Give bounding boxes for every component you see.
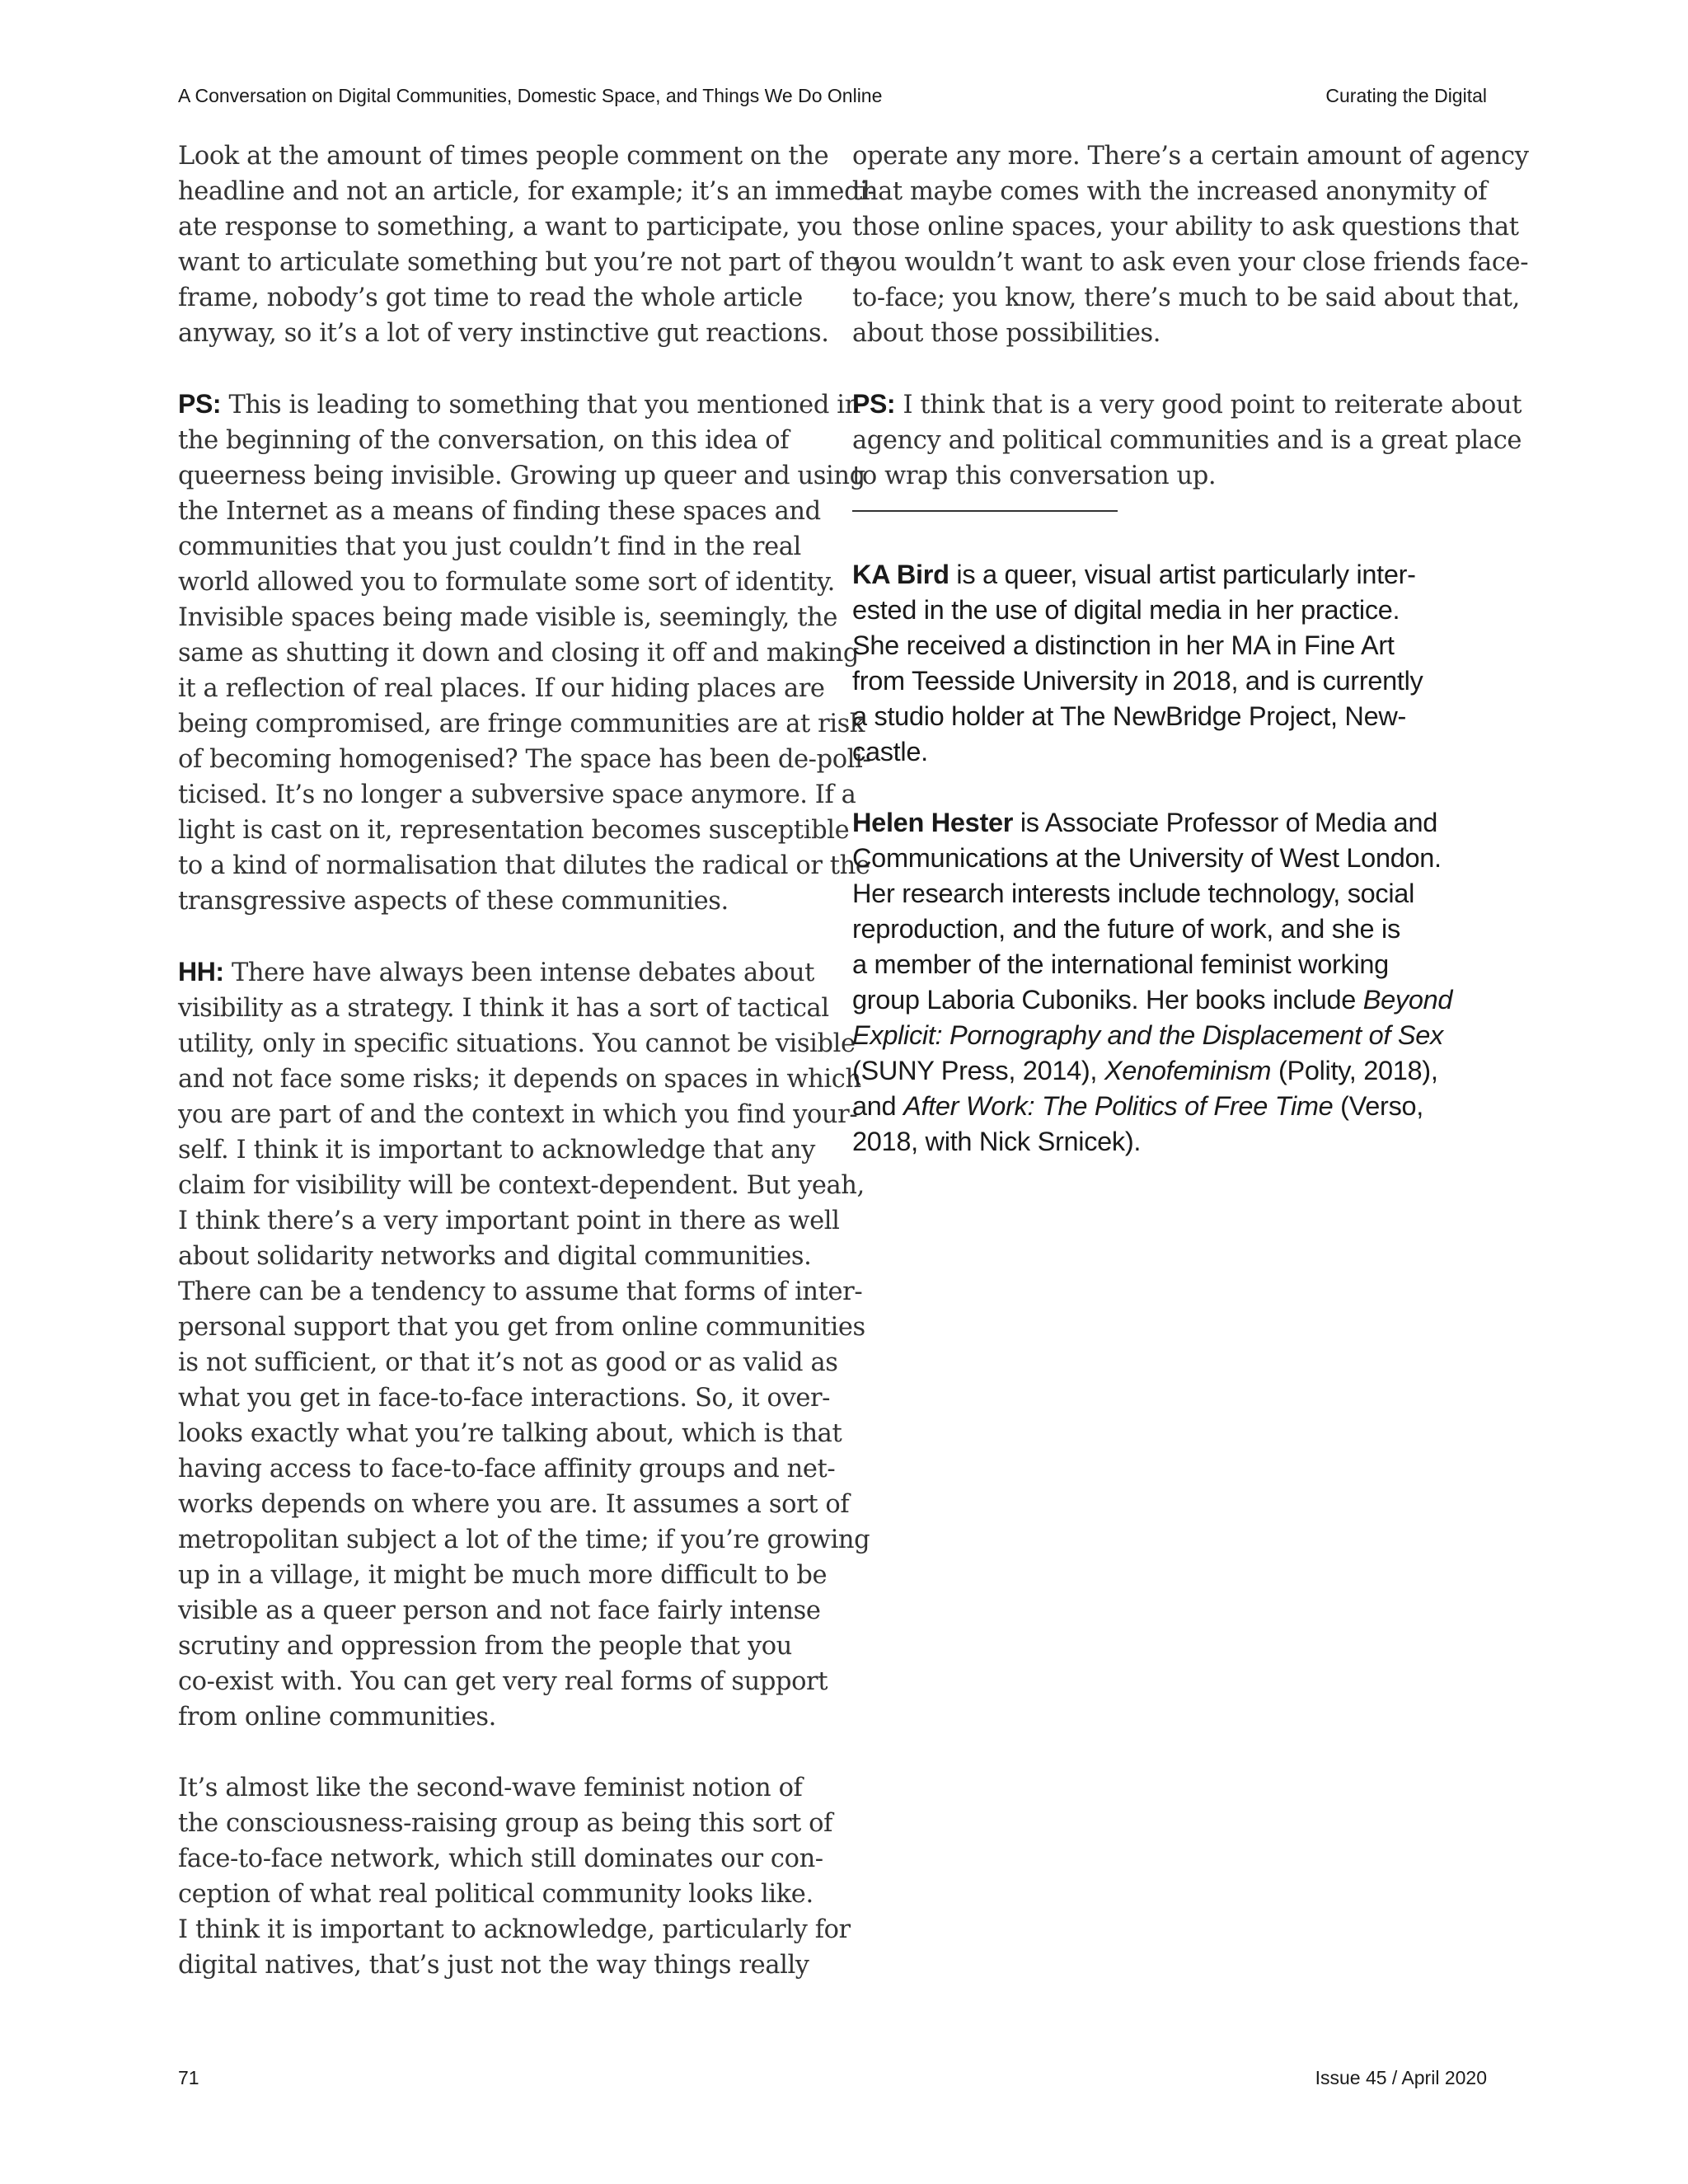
text-run: (SUNY Press, 2014), — [852, 1056, 1104, 1085]
text-line: transgressive aspects of these communities. — [178, 887, 729, 916]
text-line: of becoming homogenised? The space has been de-poli- — [178, 745, 871, 774]
text-line: It’s almost like the second-wave feminist notion of — [178, 1774, 803, 1802]
text-line: a member of the international feminist working — [852, 949, 1389, 979]
text-line: frame, nobody’s got time to read the whole article — [178, 284, 803, 312]
text-line: I think it is important to acknowledge, particularly for — [178, 1915, 851, 1944]
issue-label: Issue 45 / April 2020 — [1315, 2067, 1487, 2088]
text-line: want to articulate something but you’re not part of the — [178, 248, 860, 277]
text-run: There have always been intense debates about — [223, 958, 814, 987]
header-title: A Conversation on Digital Communities, Domestic Space, and Things We Do Online — [178, 85, 883, 106]
text-line — [852, 1053, 1503, 1089]
paragraph-hh-answer — [178, 954, 870, 1735]
text-line: about solidarity networks and digital communities. — [178, 1242, 812, 1271]
text-line: ested in the use of digital media in her practice. — [852, 595, 1400, 625]
text-line: to-face; you know, there’s much to be said about that, — [852, 284, 1520, 312]
text-line: what you get in face-to-face interactions. So, it over- — [178, 1384, 831, 1413]
text-line: claim for visibility will be context-dependent. But yeah, — [178, 1171, 865, 1200]
text-run: This is leading to something that you mentioned in — [221, 391, 860, 419]
text-line: Invisible spaces being made visible is, seemingly, the — [178, 603, 837, 632]
text-line: visibility as a strategy. I think it has a sort of tactical — [178, 994, 829, 1023]
right-column — [852, 138, 1529, 1195]
text-line: metropolitan subject a lot of the time; if you’re growing — [178, 1526, 870, 1554]
speaker-label: HH: — [178, 957, 224, 987]
running-footer — [178, 2067, 1487, 2089]
text-line — [852, 387, 1522, 423]
text-line: having access to face-to-face affinity groups and net- — [178, 1455, 836, 1483]
text-line: up in a village, it might be much more difficult to be — [178, 1561, 828, 1590]
text-line: to wrap this conversation up. — [852, 462, 1217, 490]
text-line: the Internet as a means of finding these spaces and — [178, 497, 821, 526]
text-line: co-exist with. You can get very real forms of support — [178, 1667, 828, 1696]
book-title: Beyond — [1362, 985, 1453, 1015]
text-line: world allowed you to formulate some sort of identity. — [178, 568, 835, 597]
text-line: operate any more. There’s a certain amount of agency — [852, 142, 1529, 171]
running-header — [178, 85, 1487, 107]
text-line: face-to-face network, which still dominates our con- — [178, 1844, 823, 1873]
text-line: agency and political communities and is a great place — [852, 426, 1522, 455]
text-line: looks exactly what you’re talking about, which is that — [178, 1419, 842, 1448]
text-line: and not face some risks; it depends on spaces in which — [178, 1065, 861, 1094]
text-line: I think there’s a very important point in there as well — [178, 1207, 840, 1235]
text-run: I think that is a very good point to reiterate about — [895, 391, 1522, 419]
text-line: the beginning of the conversation, on this idea of — [178, 426, 790, 455]
paragraph-intro — [178, 138, 876, 351]
text-run: (Verso, — [1333, 1091, 1424, 1121]
paragraph-ps-closing — [852, 387, 1522, 494]
text-line: a studio holder at The NewBridge Project, New- — [852, 701, 1407, 731]
text-line — [852, 982, 1503, 1018]
bio-ka-bird — [852, 557, 1503, 770]
bio-name: Helen Hester — [852, 808, 1014, 837]
text-line: ception of what real political community looks like. — [178, 1880, 814, 1909]
text-line: it a reflection of real places. If our hiding places are — [178, 674, 825, 703]
text-line: Look at the amount of times people comment on the — [178, 142, 829, 171]
book-title: After Work: The Politics of Free Time — [903, 1091, 1334, 1121]
text-line: queerness being invisible. Growing up queer and using — [178, 462, 865, 490]
text-line: that maybe comes with the increased anonymity of — [852, 177, 1488, 206]
text-run: and — [852, 1091, 904, 1121]
text-line — [852, 805, 1503, 841]
text-line: you are part of and the context in which you find your- — [178, 1100, 858, 1129]
book-title: Explicit: Pornography and the Displacement of Sex — [852, 1020, 1443, 1050]
text-line: communities that you just couldn’t find in the real — [178, 532, 801, 561]
text-line: castle. — [852, 737, 928, 766]
text-line: is not sufficient, or that it’s not as good or as valid as — [178, 1348, 838, 1377]
text-line: anyway, so it’s a lot of very instinctive gut reactions. — [178, 319, 829, 348]
text-line: same as shutting it down and closing it off and making — [178, 639, 859, 668]
text-line: She received a distinction in her MA in Fine Art — [852, 630, 1395, 660]
text-line: being compromised, are fringe communities are at risk — [178, 710, 865, 738]
text-line — [178, 387, 860, 423]
page-number: 71 — [178, 2067, 199, 2088]
paragraph-hh-continued-2 — [852, 138, 1529, 351]
text-run: group Laboria Cuboniks. Her books include — [852, 985, 1363, 1015]
text-run: (Polity, 2018), — [1271, 1056, 1438, 1085]
text-line — [178, 954, 837, 991]
speaker-label: PS: — [178, 389, 222, 419]
text-line: scrutiny and oppression from the people that you — [178, 1632, 792, 1661]
text-line: headline and not an article, for example; it’s an immedi- — [178, 177, 876, 206]
speaker-label: PS: — [852, 389, 896, 419]
text-line: from online communities. — [178, 1703, 496, 1732]
paragraph-ps-question — [178, 387, 871, 919]
header-section: Curating the Digital — [1325, 85, 1487, 106]
text-line: ticised. It’s no longer a subversive space anymore. If a — [178, 780, 856, 809]
paragraph-hh-continued — [178, 1770, 851, 1983]
text-run: is a queer, visual artist particularly inter- — [949, 560, 1416, 589]
text-line: ate response to something, a want to participate, you — [178, 213, 842, 241]
book-title: Xenofeminism — [1104, 1056, 1272, 1085]
text-line: reproduction, and the future of work, and she is — [852, 914, 1400, 944]
text-line: from Teesside University in 2018, and is currently — [852, 666, 1423, 696]
text-line: light is cast on it, representation becomes susceptible — [178, 816, 850, 845]
text-line: 2018, with Nick Srnicek). — [852, 1127, 1142, 1156]
text-line: visible as a queer person and not face fairly intense — [178, 1596, 821, 1625]
text-line: you wouldn’t want to ask even your close friends face- — [852, 248, 1529, 277]
bio-helen-hester — [852, 805, 1503, 1160]
text-line: utility, only in specific situations. You cannot be visible — [178, 1029, 856, 1058]
text-line: about those possibilities. — [852, 319, 1161, 348]
text-run: is Associate Professor of Media and — [1013, 808, 1437, 837]
text-line: those online spaces, your ability to ask questions that — [852, 213, 1519, 241]
text-line — [852, 1089, 1503, 1124]
text-line: digital natives, that’s just not the way things really — [178, 1951, 809, 1980]
text-line: Her research interests include technology, social — [852, 879, 1414, 908]
text-line: There can be a tendency to assume that forms of inter- — [178, 1277, 863, 1306]
text-line: the consciousness-raising group as being this sort of — [178, 1809, 833, 1838]
text-line — [852, 557, 1503, 593]
text-line: personal support that you get from online communities — [178, 1313, 865, 1342]
text-line: works depends on where you are. It assumes a sort of — [178, 1490, 850, 1519]
section-divider — [852, 510, 1118, 512]
left-column — [178, 138, 876, 1983]
text-line: self. I think it is important to acknowledge that any — [178, 1136, 815, 1165]
text-line — [852, 1018, 1503, 1053]
text-line: to a kind of normalisation that dilutes the radical or the — [178, 851, 870, 880]
bio-name: KA Bird — [852, 560, 950, 589]
text-line: Communications at the University of West London. — [852, 843, 1442, 873]
